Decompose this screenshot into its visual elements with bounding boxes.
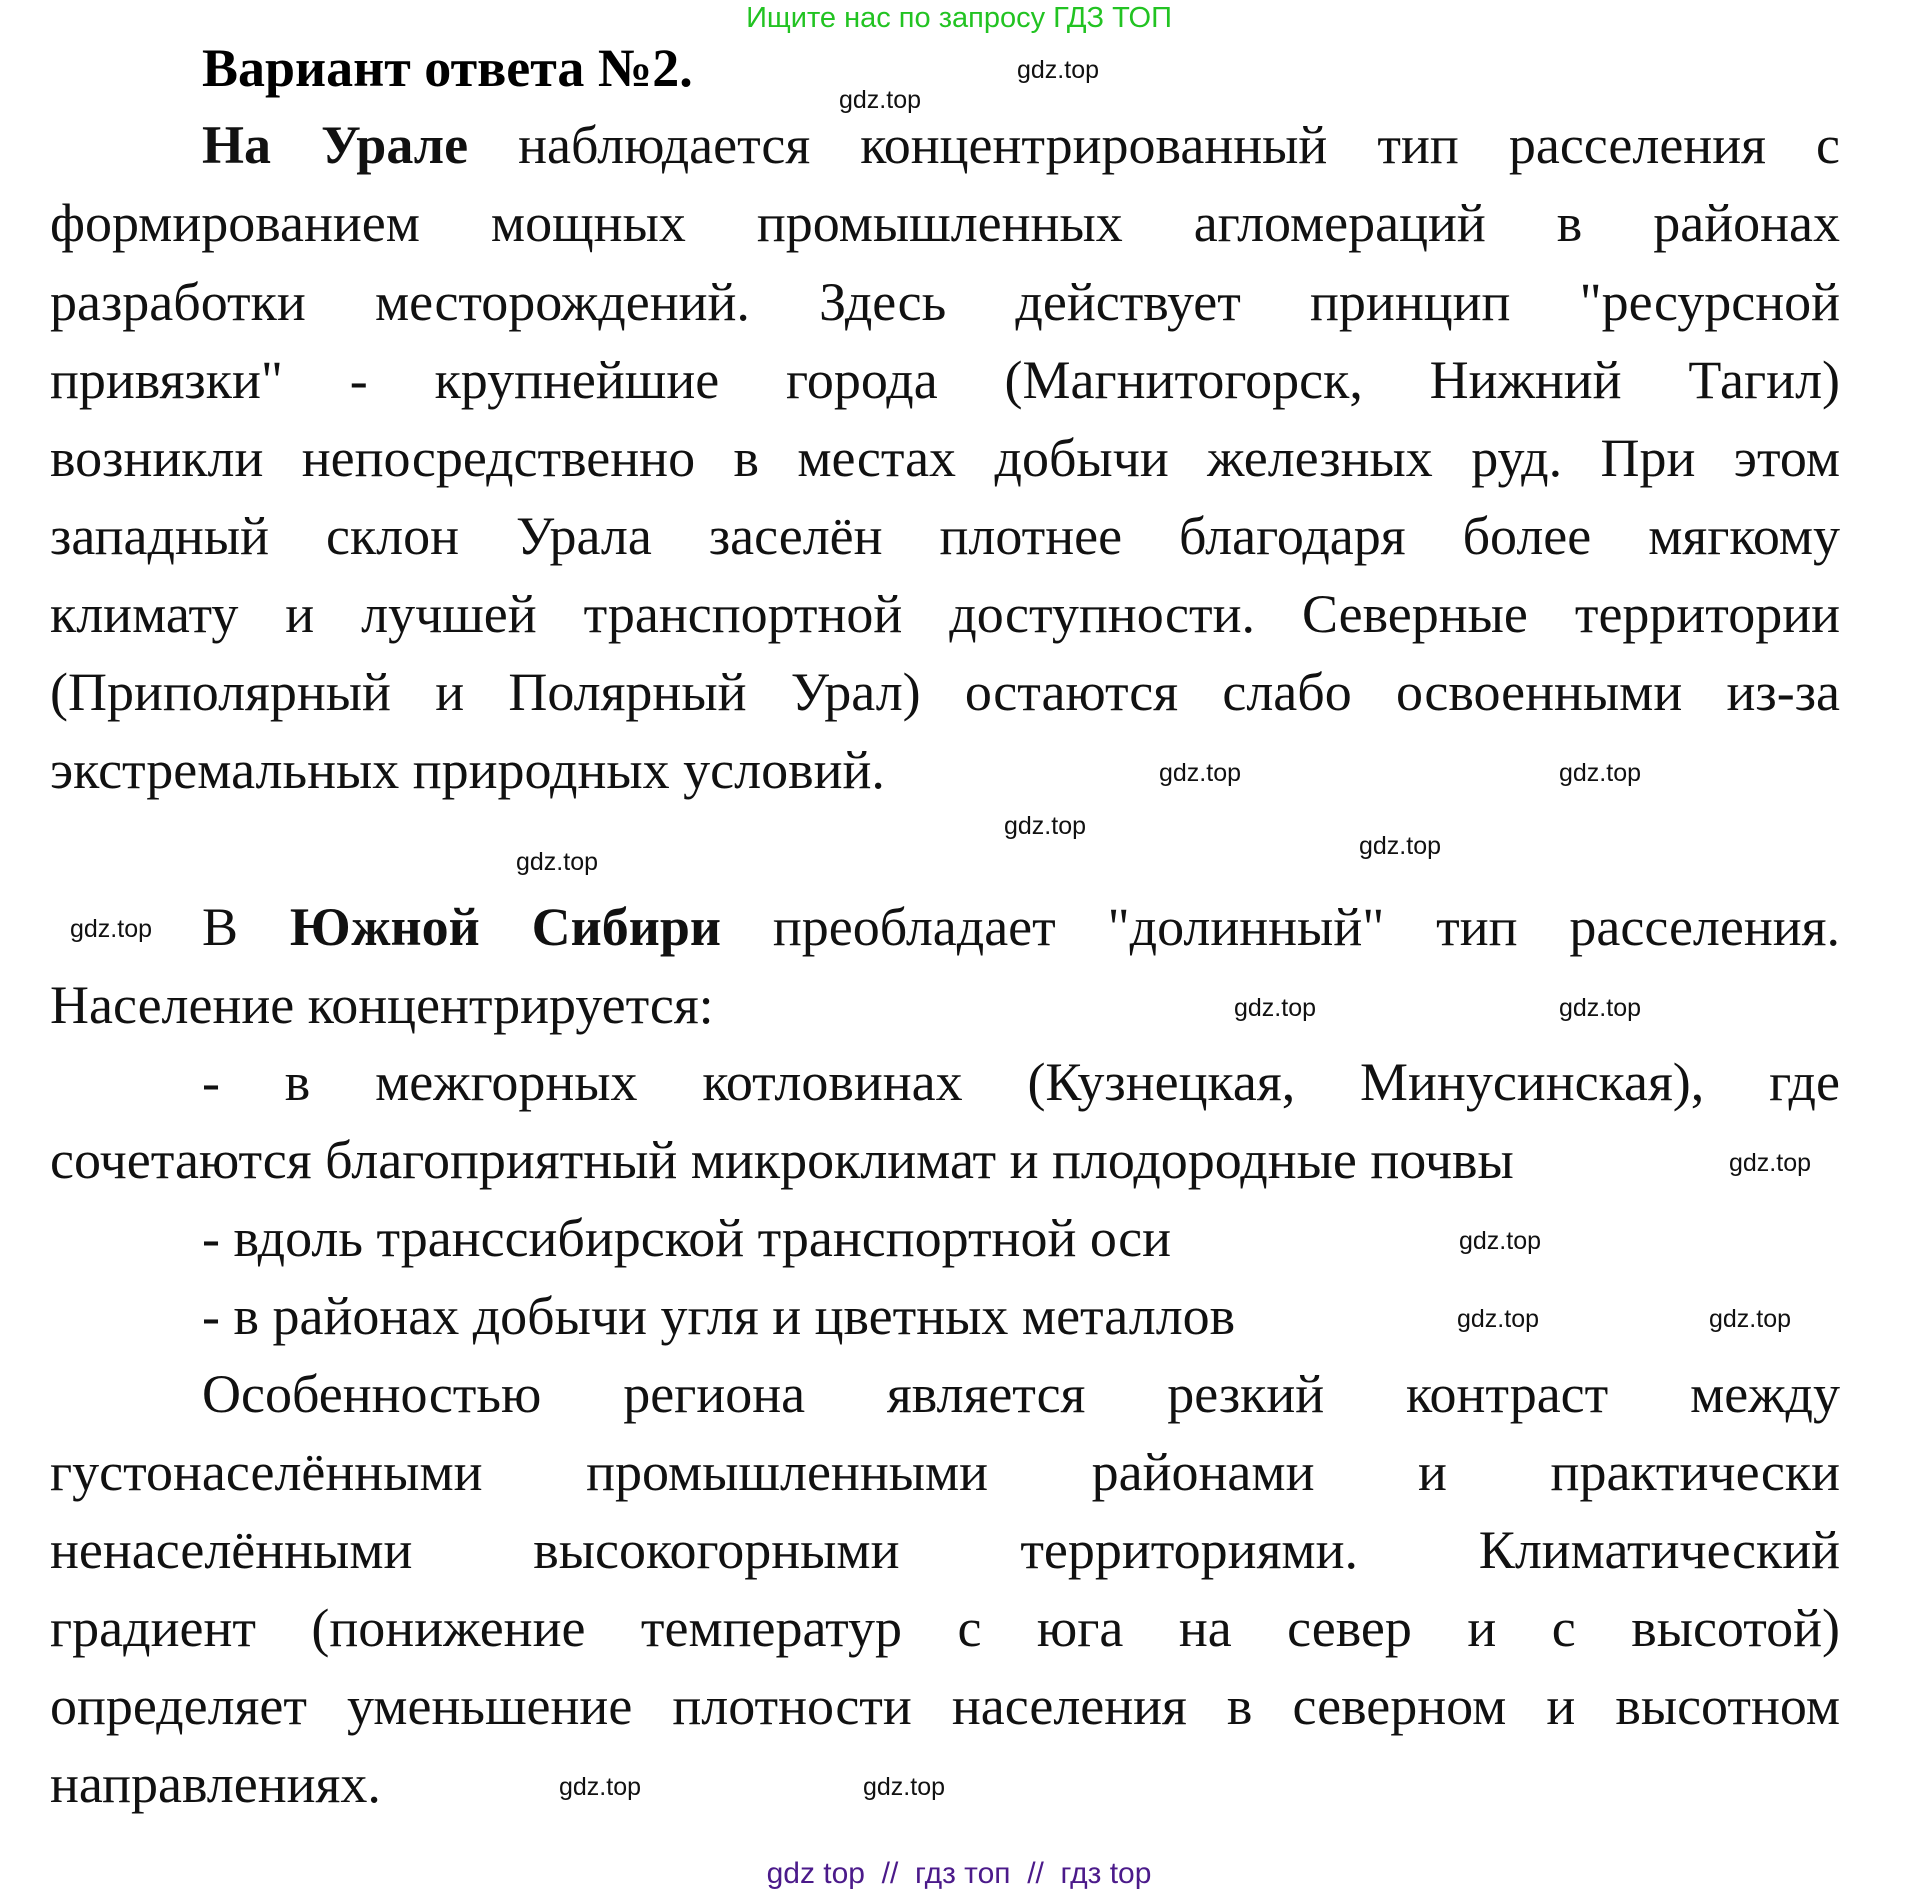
bold-term: На Урале bbox=[202, 115, 469, 175]
watermark: gdz.top bbox=[1358, 832, 1442, 860]
text-line bbox=[50, 430, 1840, 486]
line-text: градиент (понижение температур с юга на север и с высотой) bbox=[50, 1598, 1840, 1658]
line-text: (Приполярный и Полярный Урал) остаются слабо освоенными из-за bbox=[50, 662, 1840, 722]
text-line bbox=[50, 1522, 1840, 1578]
text-line bbox=[50, 742, 885, 798]
line-prefix: В bbox=[202, 897, 290, 957]
line-text: определяет уменьшение плотности населения в северном и высотном bbox=[50, 1676, 1840, 1736]
text-line bbox=[50, 1678, 1840, 1734]
line-text: возникли непосредственно в местах добычи железных руд. При этом bbox=[50, 428, 1840, 488]
line-text: наблюдается концентрированный тип расселения с bbox=[468, 115, 1840, 175]
text-line bbox=[50, 1444, 1840, 1500]
text-line bbox=[50, 977, 714, 1033]
text-line bbox=[50, 1756, 381, 1812]
watermark: gdz.top bbox=[1233, 994, 1317, 1022]
watermark: gdz.top bbox=[838, 86, 922, 114]
line-text: Население концентрируется: bbox=[50, 975, 714, 1035]
watermark: gdz.top bbox=[862, 1773, 946, 1801]
text-line bbox=[50, 274, 1840, 330]
footer-links: gdz top // гдз топ // гдз top bbox=[766, 1857, 1152, 1890]
line-text: западный склон Урала заселён плотнее благодаря более мягкому bbox=[50, 506, 1840, 566]
watermark: gdz.top bbox=[1558, 994, 1642, 1022]
text-line bbox=[202, 117, 1840, 173]
watermark: gdz.top bbox=[1016, 56, 1100, 84]
watermark: gdz.top bbox=[1458, 1227, 1542, 1255]
watermark: gdz.top bbox=[1708, 1305, 1792, 1333]
watermark: gdz.top bbox=[515, 848, 599, 876]
watermark: gdz.top bbox=[1456, 1305, 1540, 1333]
watermark: gdz.top bbox=[558, 1773, 642, 1801]
bold-term: Южной Сибири bbox=[289, 897, 721, 957]
text-line bbox=[202, 1288, 1235, 1344]
line-text: - в межгорных котловинах (Кузнецкая, Минусинская), где bbox=[202, 1052, 1840, 1112]
text-line bbox=[50, 1600, 1840, 1656]
line-text: - в районах добычи угля и цветных металлов bbox=[202, 1286, 1236, 1346]
text-line bbox=[50, 508, 1840, 564]
line-text: климату и лучшей транспортной доступности. Северные территории bbox=[50, 584, 1840, 644]
text-line bbox=[202, 1210, 1171, 1266]
line-text: - вдоль транссибирской транспортной оси bbox=[202, 1208, 1172, 1268]
watermark: gdz.top bbox=[69, 915, 153, 943]
search-banner: Ищите нас по запросу ГДЗ ТОП bbox=[746, 2, 1172, 34]
line-text: преобладает "долинный" тип расселения. bbox=[720, 897, 1840, 957]
text-line bbox=[50, 195, 1840, 251]
text-line bbox=[202, 1366, 1840, 1422]
text-line bbox=[50, 586, 1840, 642]
line-text: ненаселёнными высокогорными территориями. Климатический bbox=[50, 1520, 1840, 1580]
line-text: формированием мощных промышленных агломераций в районах bbox=[50, 193, 1840, 253]
line-text: разработки месторождений. Здесь действует принцип "ресурсной bbox=[50, 272, 1840, 332]
line-text: Особенностью региона является резкий контраст между bbox=[202, 1364, 1840, 1424]
text-line bbox=[50, 1132, 1514, 1188]
line-text: направлениях. bbox=[50, 1754, 381, 1814]
text-line bbox=[202, 899, 1840, 955]
watermark: gdz.top bbox=[1158, 759, 1242, 787]
watermark: gdz.top bbox=[1728, 1149, 1812, 1177]
page-title: Вариант ответа №2. bbox=[202, 38, 693, 98]
line-text: густонаселёнными промышленными районами и практически bbox=[50, 1442, 1840, 1502]
watermark: gdz.top bbox=[1558, 759, 1642, 787]
line-text: привязки" - крупнейшие города (Магнитогорск, Нижний Тагил) bbox=[50, 350, 1840, 410]
watermark: gdz.top bbox=[1003, 812, 1087, 840]
text-line bbox=[50, 664, 1840, 720]
line-text: сочетаются благоприятный микроклимат и плодородные почвы bbox=[50, 1130, 1514, 1190]
text-line bbox=[202, 1054, 1840, 1110]
line-text: экстремальных природных условий. bbox=[50, 740, 885, 800]
text-line bbox=[50, 352, 1840, 408]
